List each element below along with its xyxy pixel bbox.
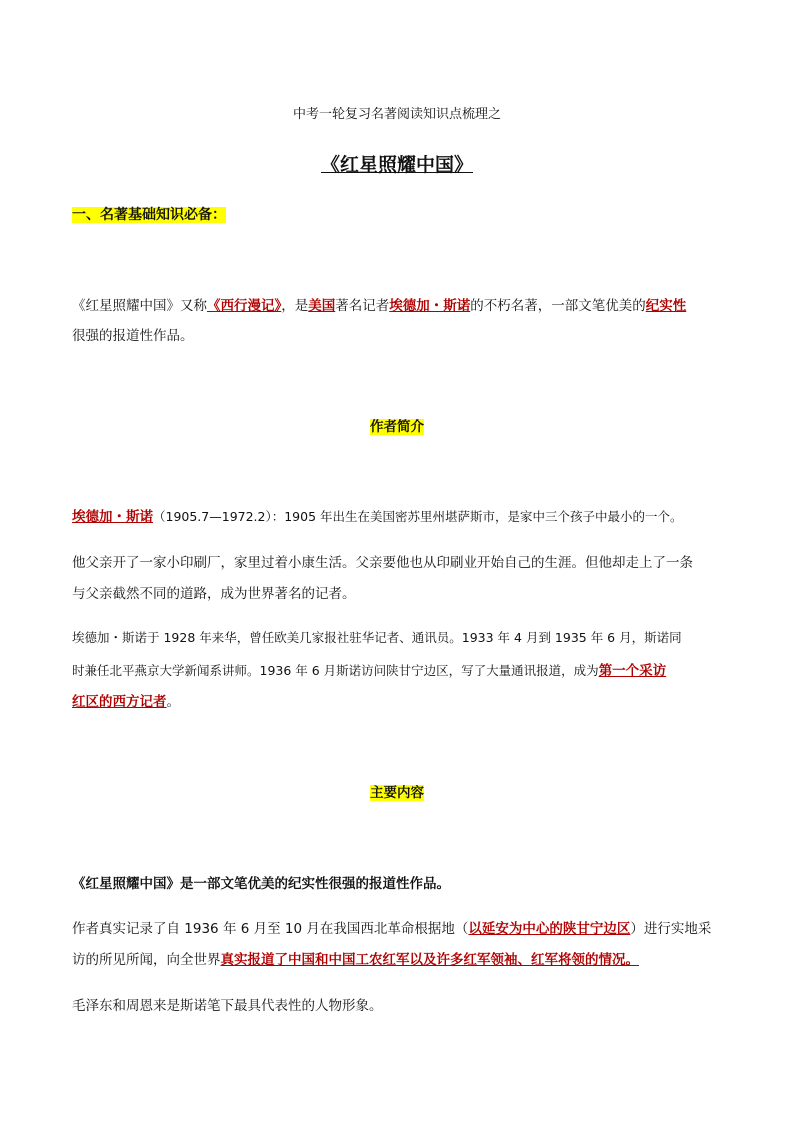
text: ）进行实地采 <box>630 921 712 937</box>
highlight-first-reporter: 第一个采访 <box>598 663 667 679</box>
content-heading <box>0 781 794 801</box>
author-heading-text: 作者简介 <box>370 419 424 435</box>
highlight-author: 埃德加・斯诺 <box>389 298 471 314</box>
text: 作者真实记录了自 1936 年 6 月至 10 月在我国西北革命根据地（ <box>72 921 469 937</box>
content-p2-line2 <box>72 948 724 968</box>
text: 《红星照耀中国》又称 <box>72 298 207 314</box>
author-p3-line3 <box>72 690 724 710</box>
doc-subtitle: 中考一轮复习名著阅读知识点梳理之 <box>292 107 501 122</box>
content-p3: 毛泽东和周恩来是斯诺笔下最具代表性的人物形象。 <box>72 998 383 1014</box>
text: 访的所见所闻，向全世界 <box>72 952 221 968</box>
text: 时兼任北平燕京大学新闻系讲师。1936 年 6 月斯诺访问陕甘宁边区，写了大量通讯报道，成为 <box>72 663 599 678</box>
section1-p1-line2: 很强的报道性作品。 <box>72 328 194 344</box>
section1-heading-text: 一、名著基础知识必备： <box>72 207 226 223</box>
text: ，是 <box>281 298 309 314</box>
highlight-genre: 纪实性 <box>645 298 687 314</box>
content-p1: 《红星照耀中国》是一部文笔优美的纪实性很强的报道性作品。 <box>72 876 450 892</box>
author-p1 <box>72 505 724 525</box>
section1-heading <box>72 204 724 224</box>
highlight-red-zone: 红区的西方记者 <box>72 694 167 710</box>
doc-title <box>0 150 794 177</box>
highlight-base-area: 以延安为中心的陕甘宁边区 <box>468 921 631 937</box>
author-heading <box>0 415 794 435</box>
highlight-report: 真实报道了中国和中国工农红军以及许多红军领袖、红军将领的情况。 <box>220 952 639 968</box>
content-heading-text: 主要内容 <box>370 785 424 801</box>
text: 。 <box>166 694 180 710</box>
highlight-country: 美国 <box>308 298 336 314</box>
text: 的不朽名著，一部文笔优美的 <box>470 298 646 314</box>
author-p3-line2 <box>72 659 724 679</box>
author-name: 埃德加・斯诺 <box>72 509 153 525</box>
section1-p1-line1 <box>72 294 724 314</box>
text: 著名记者 <box>335 298 390 314</box>
content-p2-line1 <box>72 917 724 937</box>
author-p2-line2: 与父亲截然不同的道路，成为世界著名的记者。 <box>72 586 356 602</box>
doc-title-text: 《红星照耀中国》 <box>320 154 473 176</box>
author-p3-line1: 埃德加・斯诺于 1928 年来华，曾任欧美几家报社驻华记者、通讯员。1933 年 4 月到 1935 年 6 月，斯诺同 <box>72 630 682 645</box>
highlight-alt-title: 《西行漫记》 <box>207 298 282 314</box>
author-bio: （1905.7—1972.2）：1905 年出生在美国密苏里州堪萨斯市，是家中三个孩子中最小的一个。 <box>153 509 683 524</box>
author-p2-line1: 他父亲开了一家小印刷厂，家里过着小康生活。父亲要他也从印刷业开始自己的生涯。但他却走上了一条 <box>72 555 693 571</box>
